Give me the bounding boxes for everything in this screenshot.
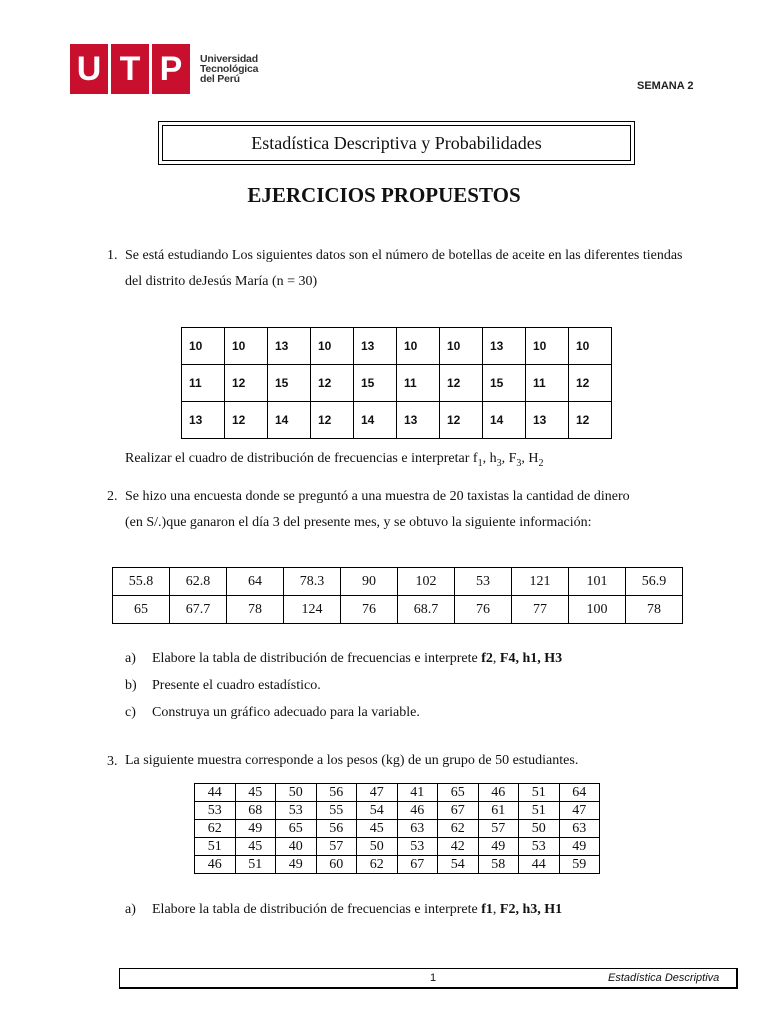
page-title: EJERCICIOS PROPUESTOS — [247, 183, 521, 207]
table-cell: 100 — [569, 596, 626, 624]
exercise-1-instruction: Realizar el cuadro de distribución de frecuencias e interpretar $f_1$, $h_3$, $F_3$, $H_2$ — [125, 451, 544, 469]
frequency-symbols — [472, 451, 544, 469]
logo-letter-t: T — [111, 44, 149, 94]
item-text: Construya un gráfico adecuado para la variable. — [152, 705, 420, 720]
table-cell: 55.8 — [113, 568, 170, 596]
table-cell: 68.7 — [398, 596, 455, 624]
table-cell: 49 — [276, 856, 317, 874]
table-cell: 60 — [316, 856, 357, 874]
table-cell: 59 — [559, 856, 600, 874]
table-cell: 67.7 — [170, 596, 227, 624]
table-cell: 40 — [276, 838, 317, 856]
table-cell: 41 — [397, 784, 438, 802]
table-cell: 45 — [357, 820, 398, 838]
table-cell: 13 — [268, 328, 311, 365]
table-cell: 54 — [357, 802, 398, 820]
taxi-earnings-table — [112, 567, 683, 624]
table-cell: 55 — [316, 802, 357, 820]
table-cell: 63 — [397, 820, 438, 838]
table-cell: 65 — [438, 784, 479, 802]
item-label: a) — [125, 902, 136, 917]
table-cell: 11 — [182, 365, 225, 402]
table-cell: 64 — [559, 784, 600, 802]
table-row — [182, 402, 612, 439]
table-row — [182, 328, 612, 365]
table-cell: 11 — [397, 365, 440, 402]
table-cell: 13 — [397, 402, 440, 439]
table-cell: 63 — [559, 820, 600, 838]
item-label: b) — [125, 678, 137, 693]
table-cell: 13 — [526, 402, 569, 439]
table-cell: 67 — [397, 856, 438, 874]
table-cell: 64 — [227, 568, 284, 596]
table-cell: 10 — [397, 328, 440, 365]
table-cell: 44 — [195, 784, 236, 802]
table-cell: 53 — [519, 838, 560, 856]
table-cell: 47 — [357, 784, 398, 802]
logo-letter-u: U — [70, 44, 108, 94]
table-cell: 49 — [478, 838, 519, 856]
table-cell: 101 — [569, 568, 626, 596]
table-cell: 12 — [225, 365, 268, 402]
table-cell: 56 — [316, 784, 357, 802]
exercise-1-number: 1. — [107, 248, 118, 263]
table-cell: 78 — [626, 596, 683, 624]
item-label: a) — [125, 651, 136, 666]
week-label: SEMANA 2 — [637, 80, 694, 92]
frequency-symbol: $H_2$ — [528, 451, 544, 469]
table-cell: 12 — [225, 402, 268, 439]
table-cell: 49 — [235, 820, 276, 838]
table-cell: 68 — [235, 802, 276, 820]
table-cell: 14 — [483, 402, 526, 439]
table-cell: 44 — [519, 856, 560, 874]
table-cell: 12 — [440, 402, 483, 439]
table-cell: 65 — [113, 596, 170, 624]
table-cell: 102 — [398, 568, 455, 596]
table-cell: 10 — [440, 328, 483, 365]
exercise-2-statement: Se hizo una encuesta donde se preguntó a una muestra de 20 taxistas la cantidad de dinero (en S/.)que ganaron el día 3 del presente mes, y se obtuvo la siguiente información: — [125, 489, 630, 530]
table-cell: 77 — [512, 596, 569, 624]
table-cell: 90 — [341, 568, 398, 596]
table-cell: 10 — [311, 328, 354, 365]
table-cell: 45 — [235, 838, 276, 856]
table-cell: 62 — [357, 856, 398, 874]
table-cell: 10 — [182, 328, 225, 365]
exercise-3-number: 3. — [107, 754, 118, 769]
table-cell: 67 — [438, 802, 479, 820]
table-row — [195, 802, 600, 820]
table-cell: 51 — [195, 838, 236, 856]
table-cell: 47 — [559, 802, 600, 820]
logo-university-name: Universidad Tecnológica del Perú — [200, 53, 259, 85]
table-cell: 121 — [512, 568, 569, 596]
table-cell: 12 — [440, 365, 483, 402]
utp-logo — [70, 44, 258, 94]
table-cell: 13 — [483, 328, 526, 365]
table-cell: 46 — [195, 856, 236, 874]
table-row — [195, 820, 600, 838]
bottles-data-table — [181, 327, 612, 439]
table-row — [195, 784, 600, 802]
exercise-1-statement: Se está estudiando Los siguientes datos son el número de botellas de aceite en las diferentes tiendas del distrito deJesús María (n = 30) — [125, 248, 683, 289]
table-cell: 62.8 — [170, 568, 227, 596]
table-cell: 15 — [354, 365, 397, 402]
course-title: Estadística Descriptiva y Probabilidades — [162, 125, 631, 161]
table-row — [182, 365, 612, 402]
table-cell: 58 — [478, 856, 519, 874]
table-cell: 51 — [519, 784, 560, 802]
table-cell: 11 — [526, 365, 569, 402]
table-cell: 53 — [195, 802, 236, 820]
table-cell: 124 — [284, 596, 341, 624]
table-cell: 53 — [397, 838, 438, 856]
table-cell: 45 — [235, 784, 276, 802]
student-weights-table — [194, 783, 600, 874]
table-cell: 12 — [569, 365, 612, 402]
frequency-symbol: $F_3$, — [508, 451, 529, 469]
logo-letter-p: P — [152, 44, 190, 94]
table-row — [113, 596, 683, 624]
table-cell: 13 — [354, 328, 397, 365]
table-cell: 15 — [483, 365, 526, 402]
table-cell: 53 — [455, 568, 512, 596]
table-cell: 50 — [357, 838, 398, 856]
table-cell: 62 — [195, 820, 236, 838]
table-cell: 50 — [519, 820, 560, 838]
page-footer — [119, 968, 738, 989]
table-cell: 12 — [569, 402, 612, 439]
table-row — [195, 838, 600, 856]
table-cell: 56.9 — [626, 568, 683, 596]
table-cell: 57 — [316, 838, 357, 856]
page-number: 1 — [430, 972, 437, 984]
footer-course-name: Estadística Descriptiva — [608, 972, 720, 984]
exercise-3-statement: La siguiente muestra corresponde a los pesos (kg) de un grupo de 50 estudiantes. — [125, 753, 579, 768]
exercise-2-number: 2. — [107, 489, 118, 504]
table-cell: 56 — [316, 820, 357, 838]
table-cell: 42 — [438, 838, 479, 856]
table-row — [113, 568, 683, 596]
item-label: c) — [125, 705, 136, 720]
table-cell: 46 — [397, 802, 438, 820]
table-cell: 76 — [341, 596, 398, 624]
table-cell: 10 — [225, 328, 268, 365]
table-cell: 14 — [354, 402, 397, 439]
table-cell: 78.3 — [284, 568, 341, 596]
table-cell: 51 — [519, 802, 560, 820]
table-cell: 13 — [182, 402, 225, 439]
table-cell: 10 — [526, 328, 569, 365]
table-cell: 12 — [311, 402, 354, 439]
item-text: Elabore la tabla de distribución de frecuencias e interprete f1, F2, h3, H1 — [152, 902, 563, 917]
table-row — [195, 856, 600, 874]
course-title-box — [158, 121, 635, 165]
table-cell: 12 — [311, 365, 354, 402]
table-cell: 51 — [235, 856, 276, 874]
table-cell: 53 — [276, 802, 317, 820]
item-text: Elabore la tabla de distribución de frecuencias e interprete f2, F4, h1, H3 — [152, 651, 563, 666]
table-cell: 57 — [478, 820, 519, 838]
table-cell: 62 — [438, 820, 479, 838]
table-cell: 49 — [559, 838, 600, 856]
table-cell: 15 — [268, 365, 311, 402]
table-cell: 10 — [569, 328, 612, 365]
table-cell: 61 — [478, 802, 519, 820]
table-cell: 54 — [438, 856, 479, 874]
table-cell: 78 — [227, 596, 284, 624]
frequency-symbol: $f_1$, — [472, 451, 490, 469]
table-cell: 46 — [478, 784, 519, 802]
item-text: Presente el cuadro estadístico. — [152, 678, 321, 693]
table-cell: 14 — [268, 402, 311, 439]
frequency-symbol: $h_3$, — [489, 451, 509, 469]
table-cell: 76 — [455, 596, 512, 624]
table-cell: 65 — [276, 820, 317, 838]
table-cell: 50 — [276, 784, 317, 802]
